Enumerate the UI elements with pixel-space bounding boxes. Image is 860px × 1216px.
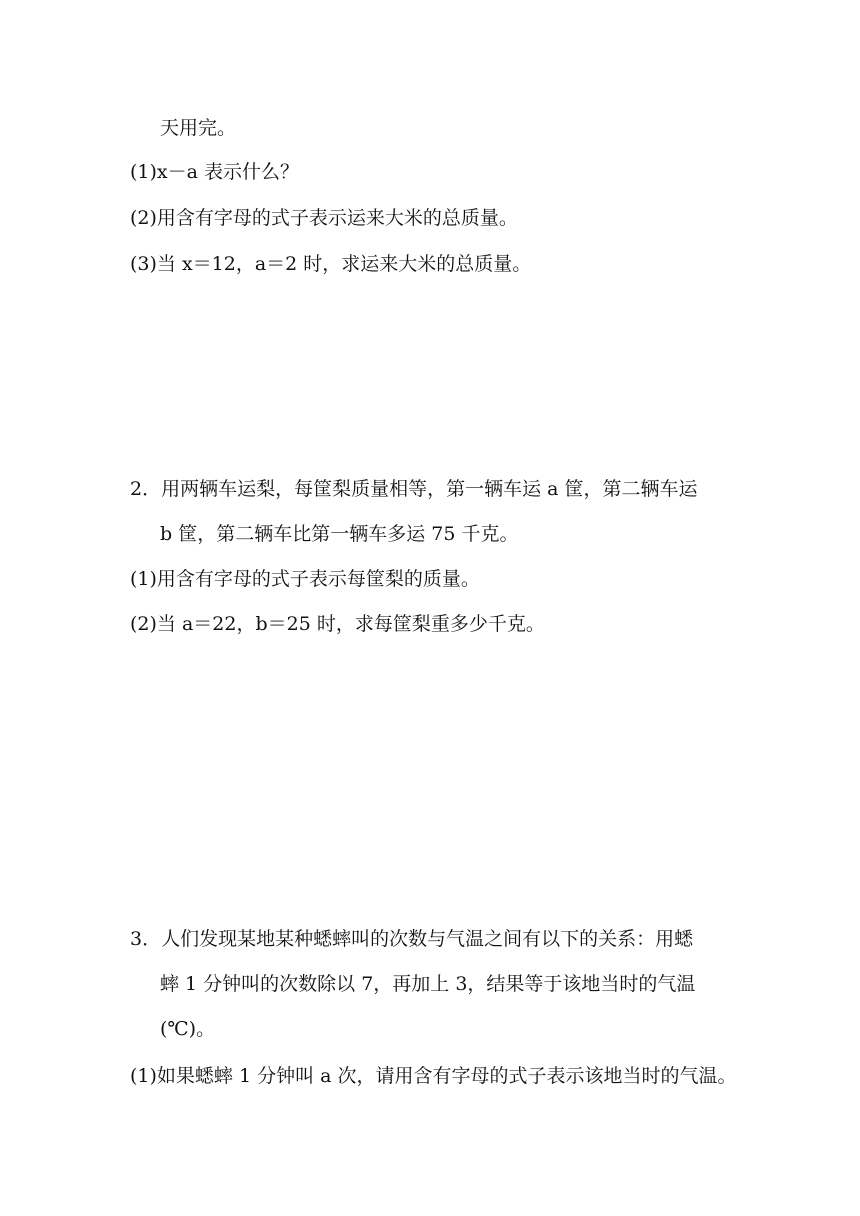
problem-1-continuation: 天用完。 [160,117,237,139]
problem-1-part-2: (2)用含有字母的式子表示运来大米的总质量。 [130,207,518,229]
problem-2-part-1: (1)用含有字母的式子表示每筐梨的质量。 [130,568,480,590]
problem-1-part-1: (1)x－a 表示什么？ [130,161,299,183]
problem-2-stem-line-2: b 筐，第二辆车比第一辆车多运 75 千克。 [160,523,519,545]
problem-1-part-3: (3)当 x＝12，a＝2 时，求运来大米的总质量。 [130,253,532,275]
problem-3-stem-line-2: 蟀 1 分钟叫的次数除以 7，再加上 3，结果等于该地当时的气温 [160,973,696,995]
problem-2-stem-line-1: 2．用两辆车运梨，每筐梨质量相等，第一辆车运 a 筐，第二辆车运 [130,478,698,500]
problem-3-stem-line-3: (℃)。 [160,1018,216,1040]
problem-3-stem-line-1: 3．人们发现某地某种蟋蟀叫的次数与气温之间有以下的关系：用蟋 [130,928,694,950]
problem-3-part-1: (1)如果蟋蟀 1 分钟叫 a 次，请用含有字母的式子表示该地当时的气温。 [130,1065,737,1087]
problem-2-part-2: (2)当 a＝22，b＝25 时，求每筐梨重多少千克。 [130,613,545,635]
